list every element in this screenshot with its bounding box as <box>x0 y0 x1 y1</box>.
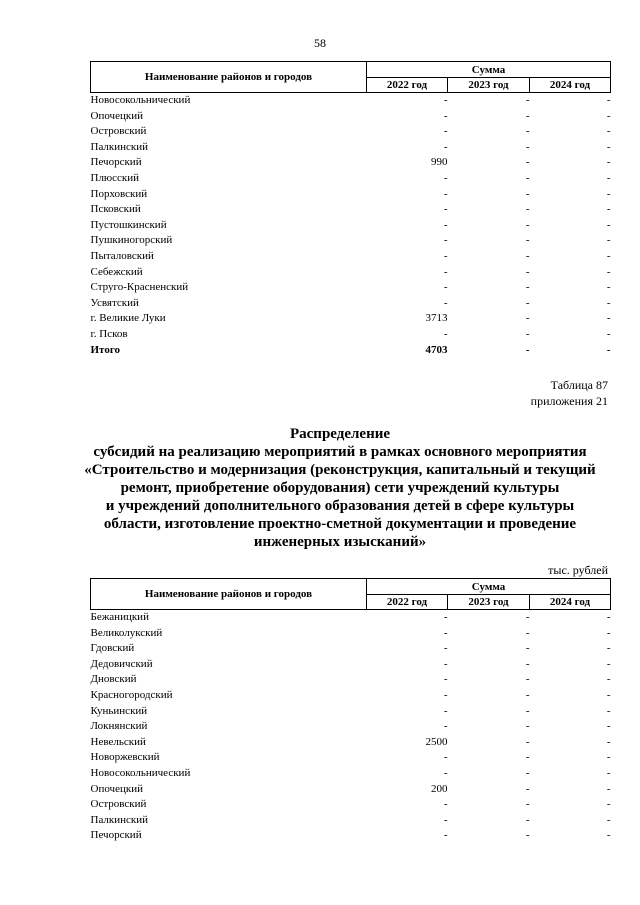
value-2024-cell: - <box>606 704 611 717</box>
value-2022-cell: - <box>443 688 448 701</box>
value-2022-cell: - <box>443 798 448 811</box>
district-name-cell: Усвятский <box>90 296 139 309</box>
table-row <box>91 828 611 844</box>
value-2023-cell: - <box>525 626 530 639</box>
header-sum-col: Сумма <box>367 62 611 78</box>
value-2024-cell: - <box>606 171 611 184</box>
table-row <box>91 641 611 657</box>
value-2022-cell: - <box>443 109 448 122</box>
table-row <box>91 93 611 109</box>
title-line: «Строительство и модернизация (реконструкция, капитальный и текущий <box>84 462 596 478</box>
value-2022-cell: - <box>443 720 448 733</box>
table-row <box>91 657 611 673</box>
value-2024-cell: - <box>606 281 611 294</box>
value-2023-cell: - <box>525 296 530 309</box>
table-row <box>91 280 611 296</box>
value-2024-cell: - <box>606 657 611 670</box>
value-2024-cell: - <box>606 312 611 325</box>
subsidy-table-2 <box>90 578 611 844</box>
value-2022-cell: - <box>443 171 448 184</box>
table-row <box>91 813 611 829</box>
value-2023-cell: - <box>525 704 530 717</box>
district-name-cell: г. Псков <box>90 327 128 340</box>
value-2024-cell: - <box>606 94 611 106</box>
value-2022-cell: - <box>443 751 448 764</box>
header-year-2023: 2023 год <box>448 595 530 610</box>
header-year-2024: 2024 год <box>530 595 611 610</box>
value-2022-cell: 4703 <box>425 343 448 356</box>
title-line: и учреждений дополнительного образования детей в сфере культуры <box>105 498 575 514</box>
value-2023-cell: - <box>525 140 530 153</box>
header-sum-col: Сумма <box>367 579 611 595</box>
table-row <box>91 109 611 125</box>
table-row <box>91 610 611 626</box>
district-name-cell: Дедовичский <box>90 657 153 670</box>
units-label: тыс. рублей <box>548 563 608 577</box>
value-2023-cell: - <box>525 720 530 733</box>
value-2024-cell: - <box>606 798 611 811</box>
value-2022-cell: - <box>443 281 448 294</box>
table-row <box>91 782 611 798</box>
section-title <box>40 425 640 551</box>
header-name-col: Наименование районов и городов <box>91 62 367 93</box>
value-2022-cell: - <box>443 265 448 278</box>
value-2024-cell: - <box>606 203 611 216</box>
value-2023-cell: - <box>525 187 530 200</box>
page-number: 58 <box>314 36 326 50</box>
value-2024-cell: - <box>606 688 611 701</box>
district-name-cell: Великолукский <box>90 626 163 639</box>
value-2024-cell: - <box>606 327 611 340</box>
district-name-cell: Дновский <box>90 673 137 686</box>
value-2022-cell: 990 <box>431 156 448 169</box>
district-name-cell: Гдовский <box>90 642 135 655</box>
value-2024-cell: - <box>606 249 611 262</box>
value-2023-cell: - <box>525 234 530 247</box>
title-line: области, изготовление проектно-сметной документации и проведение <box>103 516 577 532</box>
table-row <box>91 626 611 642</box>
value-2022-cell: - <box>443 296 448 309</box>
district-name-cell: Палкинский <box>90 140 149 153</box>
value-2024-cell: - <box>606 187 611 200</box>
total-row <box>91 343 611 359</box>
value-2024-cell: - <box>606 140 611 153</box>
value-2024-cell: - <box>606 234 611 247</box>
value-2022-cell: - <box>443 140 448 153</box>
table-row <box>91 311 611 327</box>
value-2024-cell: - <box>606 125 611 138</box>
value-2024-cell: - <box>606 642 611 655</box>
table-row <box>91 750 611 766</box>
value-2022-cell: - <box>443 125 448 138</box>
table-row <box>91 735 611 751</box>
value-2023-cell: - <box>525 281 530 294</box>
district-name-cell: Невельский <box>90 735 146 748</box>
district-name-cell: Пыталовский <box>90 249 154 262</box>
title-line: Распределение <box>289 426 391 442</box>
value-2023-cell: - <box>525 265 530 278</box>
value-2022-cell: - <box>443 673 448 686</box>
district-name-cell: Пустошкинский <box>90 218 167 231</box>
value-2023-cell: - <box>525 813 530 826</box>
district-name-cell: Локнянский <box>90 720 148 733</box>
value-2024-cell: - <box>606 218 611 231</box>
header-year-2023: 2023 год <box>448 78 530 93</box>
district-name-cell: Новоржевский <box>90 751 160 764</box>
table-row <box>91 155 611 171</box>
title-line: инженерных изысканий» <box>253 534 427 550</box>
district-name-cell: Красногородский <box>90 688 173 701</box>
value-2022-cell: - <box>443 249 448 262</box>
value-2023-cell: - <box>525 611 530 623</box>
value-2024-cell: - <box>606 296 611 309</box>
value-2023-cell: - <box>525 766 530 779</box>
value-2022-cell: - <box>443 813 448 826</box>
value-2022-cell: - <box>443 829 448 842</box>
value-2023-cell: - <box>525 829 530 842</box>
district-name-cell: Опочецкий <box>90 109 143 122</box>
table-row <box>91 296 611 312</box>
value-2022-cell: - <box>443 234 448 247</box>
value-2024-cell: - <box>606 626 611 639</box>
table-row <box>91 171 611 187</box>
value-2022-cell: - <box>443 704 448 717</box>
value-2024-cell: - <box>606 156 611 169</box>
value-2023-cell: - <box>525 673 530 686</box>
value-2023-cell: - <box>525 343 530 356</box>
value-2024-cell: - <box>606 109 611 122</box>
title-line: субсидий на реализацию мероприятий в рамках основного мероприятия <box>93 444 587 460</box>
value-2022-cell: - <box>443 766 448 779</box>
value-2024-cell: - <box>606 720 611 733</box>
value-2022-cell: - <box>443 626 448 639</box>
value-2022-cell: - <box>443 327 448 340</box>
district-name-cell: Островский <box>90 798 147 811</box>
value-2023-cell: - <box>525 109 530 122</box>
table-row <box>91 249 611 265</box>
district-name-cell: Итого <box>90 343 121 356</box>
district-name-cell: Палкинский <box>90 813 149 826</box>
value-2023-cell: - <box>525 798 530 811</box>
district-name-cell: Себежский <box>90 265 143 278</box>
table-row <box>91 327 611 343</box>
value-2023-cell: - <box>525 312 530 325</box>
table-caption <box>531 377 608 409</box>
value-2023-cell: - <box>525 657 530 670</box>
table-row <box>91 233 611 249</box>
value-2024-cell: - <box>606 813 611 826</box>
value-2023-cell: - <box>525 735 530 748</box>
value-2022-cell: - <box>443 187 448 200</box>
header-year-2024: 2024 год <box>530 78 611 93</box>
value-2022-cell: 2500 <box>425 735 448 748</box>
value-2024-cell: - <box>606 343 611 356</box>
table-number: Таблица 87 <box>550 378 608 392</box>
district-name-cell: Новосокольнический <box>90 94 191 106</box>
value-2023-cell: - <box>525 642 530 655</box>
district-name-cell: Бежаницкий <box>90 611 149 623</box>
table-row <box>91 688 611 704</box>
table-row <box>91 124 611 140</box>
district-name-cell: Пушкиногорский <box>90 234 173 247</box>
value-2024-cell: - <box>606 829 611 842</box>
table-row <box>91 704 611 720</box>
district-name-cell: Псковский <box>90 203 141 216</box>
value-2024-cell: - <box>606 265 611 278</box>
table-row <box>91 218 611 234</box>
value-2023-cell: - <box>525 327 530 340</box>
value-2022-cell: - <box>443 657 448 670</box>
value-2024-cell: - <box>606 782 611 795</box>
value-2023-cell: - <box>525 171 530 184</box>
table-row <box>91 719 611 735</box>
district-name-cell: Новосокольнический <box>90 766 191 779</box>
header-name-col: Наименование районов и городов <box>91 579 367 610</box>
value-2023-cell: - <box>525 203 530 216</box>
district-name-cell: Опочецкий <box>90 782 143 795</box>
table-row <box>91 797 611 813</box>
table-row <box>91 766 611 782</box>
value-2022-cell: 200 <box>431 782 448 795</box>
value-2024-cell: - <box>606 735 611 748</box>
header-year-2022: 2022 год <box>367 78 448 93</box>
subsidy-table-1 <box>90 61 611 358</box>
value-2022-cell: - <box>443 642 448 655</box>
district-name-cell: Островский <box>90 125 147 138</box>
table-row <box>91 265 611 281</box>
value-2023-cell: - <box>525 782 530 795</box>
value-2024-cell: - <box>606 766 611 779</box>
header-year-2022: 2022 год <box>367 595 448 610</box>
table-row <box>91 202 611 218</box>
district-name-cell: г. Великие Луки <box>90 312 166 325</box>
value-2023-cell: - <box>525 751 530 764</box>
value-2023-cell: - <box>525 688 530 701</box>
district-name-cell: Плюсский <box>90 171 140 184</box>
district-name-cell: Куньинский <box>90 704 148 717</box>
title-line: ремонт, приобретение оборудования) сети учреждений культуры <box>120 480 560 496</box>
value-2023-cell: - <box>525 156 530 169</box>
value-2022-cell: - <box>443 203 448 216</box>
value-2024-cell: - <box>606 673 611 686</box>
value-2024-cell: - <box>606 611 611 623</box>
value-2023-cell: - <box>525 218 530 231</box>
district-name-cell: Печорский <box>90 156 142 169</box>
value-2023-cell: - <box>525 94 530 106</box>
value-2023-cell: - <box>525 125 530 138</box>
district-name-cell: Печорский <box>90 829 142 842</box>
table-row <box>91 672 611 688</box>
value-2022-cell: - <box>443 218 448 231</box>
value-2022-cell: - <box>443 94 448 106</box>
value-2022-cell: - <box>443 611 448 623</box>
table-row <box>91 140 611 156</box>
district-name-cell: Струго-Красненский <box>90 281 189 294</box>
value-2022-cell: 3713 <box>425 312 448 325</box>
district-name-cell: Порховский <box>90 187 148 200</box>
value-2024-cell: - <box>606 751 611 764</box>
table-row <box>91 187 611 203</box>
appendix-number: приложения 21 <box>530 394 608 408</box>
value-2023-cell: - <box>525 249 530 262</box>
